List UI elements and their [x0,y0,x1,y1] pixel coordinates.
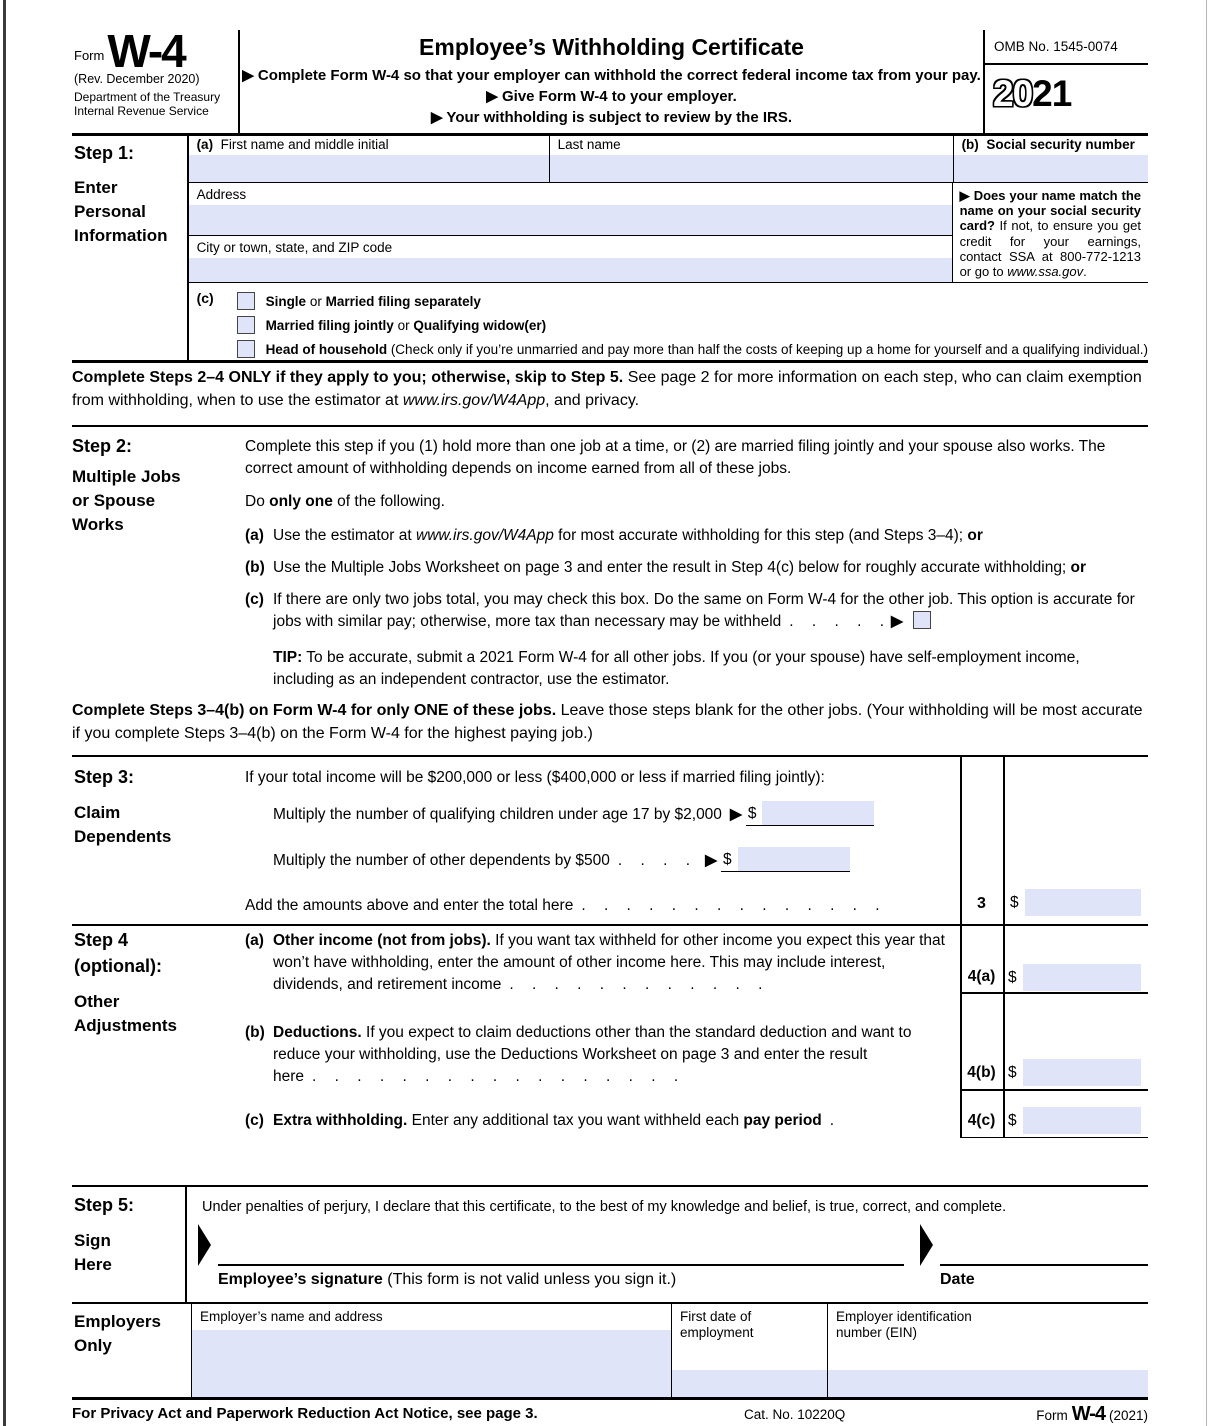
perjury-statement: Under penalties of perjury, I declare that this certificate, to the best of my knowledge and belief, is true, correct, and complete. [202,1199,1007,1215]
step4-item-a-runs: Other income (not from jobs). If you want tax withheld for other income you expect this year that won’t have withholding, enter the amount of other income here. This may include interest, dividends, and retirement income [273,932,945,993]
step3-other-text: Multiply the number of other dependents by $500 [273,852,610,869]
arrow-icon: ▶ [729,806,742,823]
address-city-col [189,183,952,282]
step3-children-line [273,801,874,826]
step2-do-only-one: Do only one of the following. [245,493,445,510]
two-jobs-checkbox[interactable] [913,611,931,629]
header-bullet-2 [240,86,983,107]
step2-sublabel-3: Works [72,515,124,535]
dollar-sign: $ [1008,968,1017,986]
step1-label: Step 1: [74,143,135,163]
bullet-arrow-icon: ▶ [430,109,443,126]
filing-status-options [237,290,1148,360]
step2-item-c-text [273,589,1148,633]
step4c-row-number: 4(c) [967,1112,996,1129]
employer-name-cell [192,1304,672,1397]
ein-cell [828,1304,1148,1397]
form-revision: (Rev. December 2020) [74,72,200,87]
step3-other-dependents-line [273,847,850,872]
address-input[interactable] [189,205,952,235]
ssn-cell [954,133,1148,182]
dot-leader: . . . . [617,852,698,869]
step5-sublabel-2: Here [74,1255,112,1274]
last-name-cell [550,133,954,182]
step4-row-c-line [960,1137,1148,1139]
step3-total-cell [1010,889,1141,916]
step4-item-a-text [273,930,957,996]
step3-total-line [245,895,887,917]
signature-arrow-icon [198,1224,211,1266]
address-cell [189,183,952,236]
step5-divider [185,1187,187,1304]
page-left-edge [3,0,6,1426]
header-bullet-3 [240,107,983,128]
step1-row-names [189,133,1148,183]
ssa-name-match-note: ▶ Does your name match the name on your social security card? If not, to ensure you get credit for your earnings, contact SSA at 800-772-1213 or go to www.ssa.gov. [952,183,1148,282]
step3-total-text: Add the amounts above and enter the total here [245,897,574,914]
step2-sublabel-2: or Spouse [72,491,156,511]
deductions-input[interactable] [1023,1059,1141,1086]
employers-label-1: Employers [74,1312,161,1331]
dot-leader: . . . . . [789,613,892,630]
ssn-label [954,133,1148,152]
step4a-amount-cell [1008,964,1141,991]
other-dependents-amount-input[interactable] [738,847,850,871]
instructions-steps-2-4-note: Complete Steps 2–4 ONLY if they apply to you; otherwise, skip to Step 5. See page 2 for more information on each step, who can claim exemption from withholding, when to use the estimator at www.irs.gov/W4App, and privacy. [72,369,1142,409]
catalog-number: Cat. No. 10220Q [744,1407,846,1422]
head-of-household-checkbox[interactable] [237,340,255,358]
filing-status-option-head-of-household [237,338,1148,360]
first-name-label-text: First name and middle initial [220,137,389,152]
step4-item-c-marker: (c) [245,1112,264,1129]
tax-year-outline: 20 [993,73,1033,114]
arrow-icon: ▶ [891,613,903,630]
filing-status-option-single [237,290,1148,312]
step4-item-c-text [273,1110,1005,1132]
step2-item-a-text: Use the estimator at www.irs.gov/W4App for most accurate withholding for this step (and Steps 3–4); or [273,527,983,544]
ssn-marker: (b) [961,137,979,152]
step2-item-c [245,589,1148,633]
dollar-sign: $ [1008,1063,1017,1081]
step4-label-4: Adjustments [74,1016,177,1035]
step2-item-c-marker: (c) [245,591,264,608]
step4-divider-1 [960,922,962,1138]
header-bullet-1-text: Complete Form W-4 so that your employer can withhold the correct federal income tax from your pay. [257,67,981,84]
step4-item-a [245,930,957,996]
employers-label-col [72,1304,192,1397]
step2-sublabel-1: Multiple Jobs [72,467,181,486]
step3-children-text: Multiply the number of qualifying children under age 17 by $2,000 [273,806,722,823]
head-of-household-option-label: Head of household (Check only if you’re unmarried and pay more than half the costs of keeping up a home for yourself and a qualifying individual.) [265,341,1148,357]
employer-name-input[interactable] [192,1330,671,1397]
first-date-cell [672,1304,828,1397]
dot-leader: . . . . . . . . . . . . . . . . . [312,1068,686,1085]
dollar-sign: $ [1010,893,1019,911]
step4a-row-number: 4(a) [967,968,996,985]
header-bullet-1 [240,65,983,86]
step1-sublabel-1: Enter [74,178,118,197]
form-id-block [72,25,240,133]
step1-section [72,133,1148,363]
first-name-input[interactable] [189,155,549,182]
step2-item-b-marker: (b) [245,559,265,576]
step1-row-address [189,183,1148,283]
step3-intro: If your total income will be $200,000 or less ($400,000 or less if married filing jointly): [245,769,825,786]
first-name-label [189,133,549,152]
employer-name-label: Employer’s name and address [200,1309,383,1324]
step4b-amount-cell [1008,1059,1141,1086]
city-cell [189,236,952,282]
page-right-edge [1206,0,1207,1426]
step2-content [245,436,1148,690]
bullet-arrow-icon: ▶ [486,88,498,105]
step1-filing-status-row [189,283,1148,360]
bullet-arrow-icon: ▶ [242,67,254,84]
ein-label-2: number (EIN) [836,1325,918,1340]
step3-row-number: 3 [977,895,986,912]
step1-label-col [72,133,189,360]
single-option-label: Single or Married filing separately [265,293,481,309]
step2-label: Step 2: [72,436,133,456]
last-name-label: Last name [557,137,621,152]
step1-fields [189,133,1148,360]
footer-form-year: (2021) [1108,1408,1148,1423]
step1-sublabel-3: Information [74,226,168,246]
dollar-sign: $ [723,851,732,868]
form-header [72,25,1148,136]
step3-label: Step 3: [74,767,135,787]
step2-section [72,425,1148,690]
step4b-row-number: 4(b) [967,1064,996,1081]
header-bullet-2-text: Give Form W-4 to your employer. [501,88,737,105]
step4-row-a-line [960,992,1148,994]
header-center [240,30,983,133]
footer-form-number: W-4 [1071,1403,1105,1425]
step4-item-b-text [273,1022,957,1088]
ssn-label-text: Social security number [986,137,1135,152]
step4c-amount-cell [1008,1107,1141,1134]
city-label: City or town, state, and ZIP code [196,240,393,256]
step3-sublabel-2: Dependents [74,827,172,846]
tax-year-bold: 21 [1032,73,1072,114]
employers-only-section [72,1302,1148,1400]
form-title: Employee’s Withholding Certificate [419,34,804,60]
step2-item-b [245,557,1148,579]
dept-treasury-line: Department of the Treasury [74,90,221,105]
ssn-input[interactable] [954,155,1148,182]
omb-year-block [983,30,1148,133]
step5-label: Step 5: [74,1195,135,1215]
step3-total-input[interactable] [1025,889,1141,916]
arrow-icon: ▶ [705,852,717,869]
step1-sublabel-2: Personal [74,202,146,222]
step4-item-c-runs: Extra withholding. Enter any additional tax you want withheld each pay period [273,1112,822,1129]
step2-item-b-text: Use the Multiple Jobs Worksheet on page 3 and enter the result in Step 4(c) below for roughly accurate withholding; or [273,559,1087,576]
step3-sublabel-1: Claim [74,803,121,822]
extra-withholding-input[interactable] [1023,1107,1141,1134]
step4-label-1: Step 4 [74,930,129,950]
first-date-label-1: First date of [680,1309,752,1324]
employers-label-2: Only [74,1336,112,1356]
step5-sublabel-1: Sign [74,1231,111,1250]
dot-leader: . . . . . . . . . . . . . . [581,897,887,914]
step3-other-amount-group [721,847,850,872]
footer-form-word: Form [1036,1408,1068,1423]
first-date-spacer [672,1340,827,1370]
step4-item-b-runs: Deductions. If you expect to claim deductions other than the standard deduction and want to reduce your withholding, use the Deductions Worksheet on page 3 and enter the result here [273,1024,912,1085]
ein-input[interactable] [828,1370,1148,1397]
address-label: Address [196,187,247,203]
step5-section [72,1185,1148,1304]
other-income-input[interactable] [1023,964,1141,991]
step4-item-a-marker: (a) [245,932,264,949]
first-date-label-2: employment [680,1325,754,1340]
tax-year [985,65,1148,115]
step4-row-b-line [960,1089,1148,1091]
dollar-sign: $ [1008,1111,1017,1129]
step4-label-3: Other [74,992,120,1011]
ein-spacer [828,1340,1148,1370]
step3-section [72,755,1148,926]
signature-date-input[interactable] [940,1239,1148,1266]
filing-status-marker: (c) [196,290,214,306]
footer-form-id [1036,1403,1148,1426]
step2-intro: Complete this step if you (1) hold more than one job at a time, or (2) are married filing jointly and your spouse also works. The correct amount of withholding depends on income earned from all of these jobs. [245,438,1106,477]
step2-item-a-marker: (a) [245,527,264,544]
signature-label: Employee’s signature (This form is not valid unless you sign it.) [218,1271,677,1288]
dot-leader: . [829,1112,842,1129]
step2-tip: TIP: To be accurate, submit a 2021 Form W-4 for all other jobs. If you (or your spouse) have self-employment income, including as an independent contractor, use the estimator. [273,649,1080,688]
single-checkbox[interactable] [237,292,255,310]
step2-item-a [245,525,1148,547]
first-date-input[interactable] [672,1370,827,1397]
omb-number: OMB No. 1545-0074 [985,30,1148,65]
dollar-sign: $ [747,805,757,822]
employee-signature-input[interactable] [218,1239,904,1266]
step2-label-col [72,436,245,690]
married-jointly-option-label: Married filing jointly or Qualifying widow(er) [265,317,547,333]
step4-divider-2 [1003,922,1005,1138]
step3-children-amount-group [746,801,875,826]
step4-item-c [245,1110,1005,1132]
step2-item-c-runs: If there are only two jobs total, you may check this box. Do the same on Form W-4 for the other job. This option is accurate for jobs with similar pay; otherwise, more tax than necessary may be withheld [273,591,1135,630]
first-name-marker: (a) [196,137,214,152]
dot-leader: . . . . . . . . . . . . [509,976,770,993]
instructions-steps-3-4b-note: Complete Steps 3–4(b) on Form W-4 for only ONE of these jobs. Leave those steps blank for the other jobs. (Your withholding will be most accurate if you complete Steps 3–4(b) on the Form W-4 for the highest paying job.) [72,702,1143,742]
ein-label-1: Employer identification [836,1309,972,1324]
city-input[interactable] [189,258,952,282]
filing-status-option-married-jointly [237,314,1148,336]
step4-label-2: (optional): [74,956,162,976]
step4-section [72,922,1148,1185]
form-number: W-4 [107,25,185,77]
married-jointly-checkbox[interactable] [237,316,255,334]
date-arrow-icon [920,1224,933,1266]
date-label: Date [940,1271,975,1288]
step4-item-b [245,1022,957,1088]
step4-item-b-marker: (b) [245,1024,265,1041]
privacy-act-notice: For Privacy Act and Paperwork Reduction Act Notice, see page 3. [72,1405,538,1422]
step3-divider-2 [1003,757,1005,924]
header-bullet-3-text: Your withholding is subject to review by the IRS. [446,109,793,126]
form-word: Form [74,48,105,64]
page-footer [72,1403,1148,1425]
first-name-cell [189,133,550,182]
last-name-input[interactable] [550,155,953,182]
irs-line: Internal Revenue Service [74,104,209,119]
qualifying-children-amount-input[interactable] [762,801,874,825]
